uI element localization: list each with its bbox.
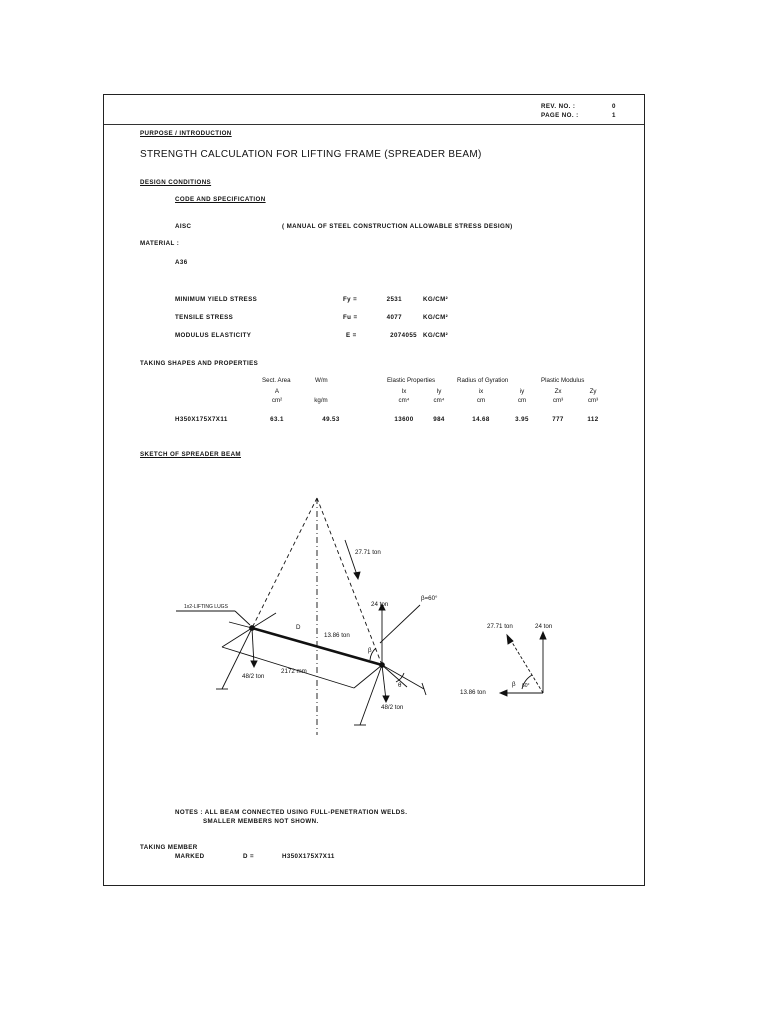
beta-leader xyxy=(380,605,420,643)
sling-right xyxy=(317,498,382,665)
col-group-elastic: Elastic Properties xyxy=(387,377,436,384)
strut-left-2 xyxy=(252,613,276,628)
notes-line-1: NOTES : ALL BEAM CONNECTED USING FULL-PENETRATION WELDS. xyxy=(175,809,408,816)
prop-value: 2531 xyxy=(386,296,402,303)
cell-wm: 49.53 xyxy=(322,416,340,423)
member-heading: TAKING MEMBER xyxy=(140,844,198,851)
lifting-lug-left xyxy=(250,626,255,631)
prop-label: MODULUS ELASTICITY xyxy=(175,332,252,339)
theta-symbol: θ xyxy=(398,682,402,689)
fd-horizontal-arrowhead xyxy=(500,690,507,696)
col-unit: cm xyxy=(517,397,527,404)
sling-force-label: 27.71 ton xyxy=(355,549,381,556)
spreader-beam-sketch xyxy=(104,95,644,885)
code-heading: CODE AND SPECIFICATION xyxy=(175,196,266,203)
strut-right-end xyxy=(422,683,426,695)
load-right xyxy=(382,665,386,700)
prop-label: MINIMUM YIELD STRESS xyxy=(175,296,258,303)
sling-force-arrow xyxy=(345,540,357,575)
col-unit: cm xyxy=(476,397,486,404)
member-d-label: D xyxy=(296,624,301,631)
fd-angle-label: 60° xyxy=(522,683,530,689)
code-description: ( MANUAL OF STEEL CONSTRUCTION ALLOWABLE STRESS DESIGN) xyxy=(282,223,513,230)
code-value: AISC xyxy=(175,223,192,230)
prop-symbol: Fu = xyxy=(343,314,358,321)
notes-line-2: SMALLER MEMBERS NOT SHOWN. xyxy=(203,818,319,825)
calculation-sheet xyxy=(103,94,645,886)
arrow-down-left xyxy=(251,661,257,667)
prop-symbol: Fy = xyxy=(343,296,358,303)
material-label: MATERIAL : xyxy=(140,240,180,247)
lugs-leader-2 xyxy=(235,611,250,625)
fd-beta-symbol: β xyxy=(512,681,516,688)
page-label: PAGE NO. : xyxy=(541,112,579,119)
rev-value: 0 xyxy=(612,103,616,110)
cell-zy: 112 xyxy=(587,416,599,423)
sketch-heading: SKETCH OF SPREADER BEAM xyxy=(140,451,241,458)
lifting-lugs-label: 1x2-LIFTING LUGS xyxy=(184,604,228,610)
section-name: H350X175X7X11 xyxy=(175,416,228,423)
fd-vertical-arrowhead xyxy=(540,632,546,639)
col-unit: cm⁴ xyxy=(398,397,410,404)
arrow-down-right xyxy=(383,696,389,702)
prop-unit: KG/CM² xyxy=(423,332,449,339)
col-group-sect-area: Sect. Area xyxy=(262,377,291,384)
page-title: STRENGTH CALCULATION FOR LIFTING FRAME (SPREADER BEAM) xyxy=(140,149,482,160)
col-symbol: Zx xyxy=(554,388,562,395)
member-symbol: D = xyxy=(243,853,255,860)
col-symbol: Zy xyxy=(589,388,597,395)
fd-vertical-label: 24 ton xyxy=(535,623,553,630)
beta-60-label: β=60° xyxy=(421,595,438,602)
cell-iy-elastic: 984 xyxy=(433,416,445,423)
prop-unit: KG/CM² xyxy=(423,296,449,303)
load-left-label: 48/2 ton xyxy=(242,673,265,680)
col-unit: cm³ xyxy=(587,397,599,404)
col-unit: cm² xyxy=(271,397,283,404)
cell-area: 63.1 xyxy=(270,416,284,423)
member-section: H350X175X7X11 xyxy=(282,853,335,860)
strut-left xyxy=(229,622,252,628)
prop-value: 2074055 xyxy=(390,332,417,339)
col-group-plastic: Plastic Modulus xyxy=(541,377,585,384)
beta-symbol: β xyxy=(368,647,372,654)
fd-diagonal-arrowhead xyxy=(507,635,513,644)
prop-unit: KG/CM² xyxy=(423,314,449,321)
col-unit: cm³ xyxy=(552,397,564,404)
col-unit: kg/m xyxy=(314,397,328,404)
angle-ref-line xyxy=(382,665,407,687)
col-symbol: Ix xyxy=(401,388,407,395)
vertical-force-label: 24 ton xyxy=(371,601,389,608)
col-symbol: A xyxy=(274,388,280,395)
material-value: A36 xyxy=(175,259,188,266)
col-group-radius: Radius of Gyration xyxy=(457,377,509,384)
lifting-lug-right xyxy=(380,663,385,668)
col-symbol: ix xyxy=(478,388,484,395)
shapes-heading: TAKING SHAPES AND PROPERTIES xyxy=(140,360,259,367)
col-group-wm: W/m xyxy=(315,377,328,384)
col-symbol: iy xyxy=(519,388,525,395)
page-value: 1 xyxy=(612,112,616,119)
col-unit: cm⁴ xyxy=(433,397,445,404)
load-right-label: 48/2 ton xyxy=(381,704,404,711)
horizontal-force-label: 13.86 ton xyxy=(324,632,350,639)
design-heading: DESIGN CONDITIONS xyxy=(140,179,212,186)
fd-horizontal-label: 13.86 ton xyxy=(460,689,486,696)
strut-right xyxy=(382,665,424,689)
cell-iy-radius: 3.95 xyxy=(515,416,529,423)
purpose-heading: PURPOSE / INTRODUCTION xyxy=(140,130,232,137)
load-left xyxy=(252,628,254,665)
cell-ix-radius: 14.68 xyxy=(472,416,490,423)
rev-label: REV. NO. : xyxy=(541,103,576,110)
prop-label: TENSILE STRESS xyxy=(175,314,234,321)
prop-symbol: E = xyxy=(346,332,357,339)
prop-value: 4077 xyxy=(386,314,402,321)
member-marked-label: MARKED xyxy=(175,853,205,860)
col-symbol: Iy xyxy=(436,388,442,395)
sling-left xyxy=(252,498,317,628)
cell-ix-elastic: 13600 xyxy=(394,416,414,423)
cell-zx: 777 xyxy=(552,416,564,423)
sling-force-arrowhead xyxy=(354,572,360,579)
beam-length-label: 2172 mm xyxy=(281,668,307,675)
fd-diagonal-label: 27.71 ton xyxy=(487,623,513,630)
